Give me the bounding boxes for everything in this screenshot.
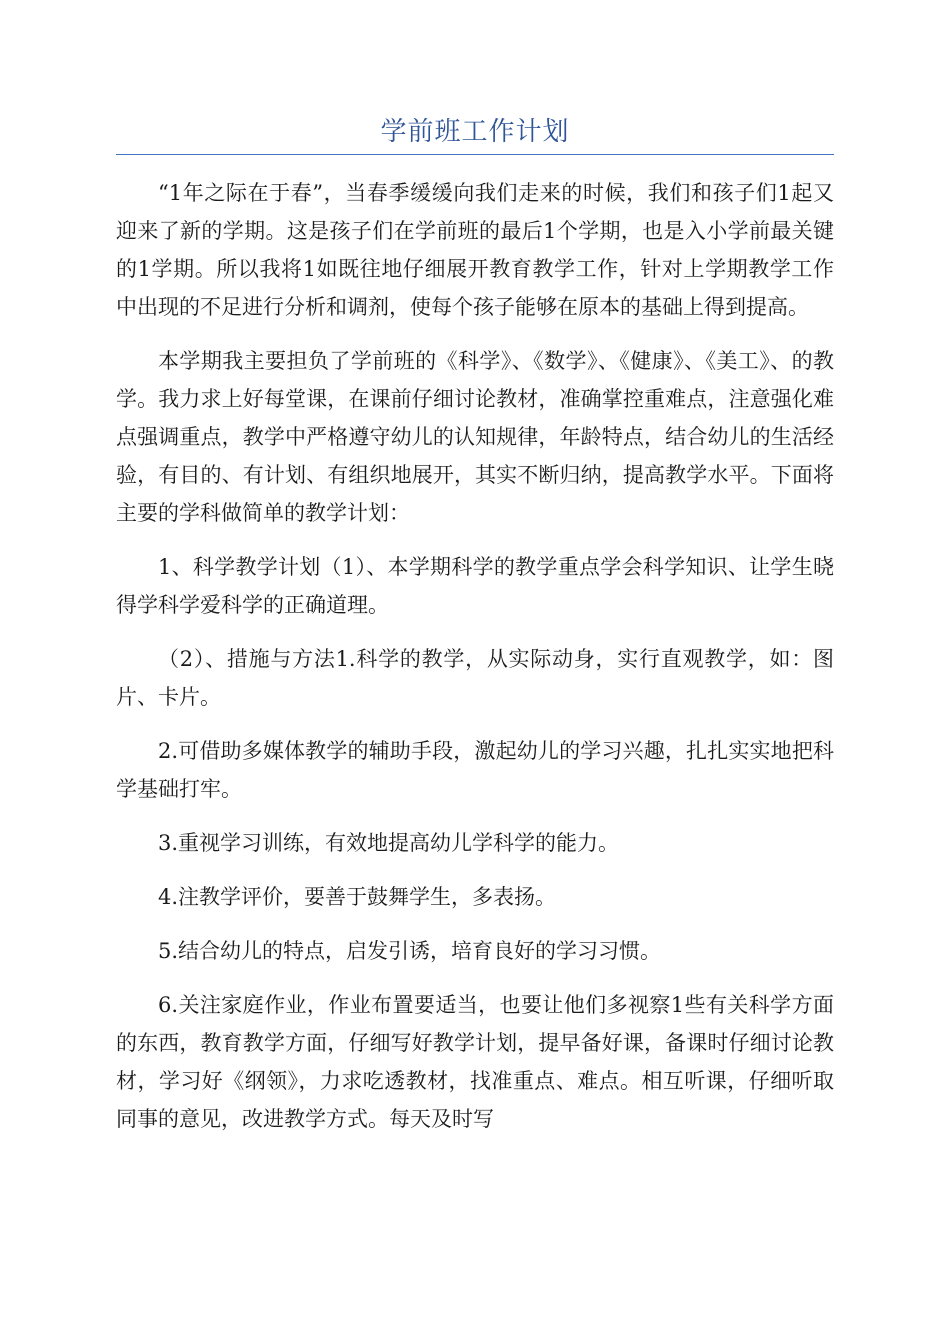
- paragraph-science-plan: 1、科学教学计划（1）、本学期科学的教学重点学会科学知识、让学生晓得学科学爱科学的正确道理。: [116, 555, 834, 617]
- paragraph-item-3: 3.重视学习训练，有效地提高幼儿学科学的能力。: [158, 831, 620, 855]
- paragraph-item-4: 4.注教学评价，要善于鼓舞学生，多表扬。: [158, 885, 557, 909]
- document-title: 学前班工作计划: [380, 117, 570, 147]
- paragraph-measures: （2）、措施与方法1.科学的教学，从实际动身，实行直观教学，如：图片、卡片。: [116, 647, 834, 709]
- paragraph-item-2: 2.可借助多媒体教学的辅助手段，激起幼儿的学习兴趣，扎扎实实地把科学基础打牢。: [116, 739, 834, 801]
- paragraph-item-5: 5.结合幼儿的特点，启发引诱，培育良好的学习习惯。: [158, 939, 662, 963]
- paragraph-intro: “1年之际在于春”，当春季缓缓向我们走来的时候，我们和孩子们1起又迎来了新的学期。这是孩子们在学前班的最后1个学期，也是入小学前最关键的1学期。所以我将1如既往地仔细展开教育教学工作，针对上学期教学工作中出现的不足进行分析和调剂，使每个孩子能够在原本的基础上得到提高。: [116, 181, 834, 319]
- paragraph-subjects: 本学期我主要担负了学前班的《科学》、《数学》、《健康》、《美工》、的教学。我力求上好每堂课，在课前仔细讨论教材，准确掌控重难点，注意强化难点强调重点，教学中严格遵守幼儿的认知规律，年龄特点，结合幼儿的生活经验，有目的、有计划、有组织地展开，其实不断归纳，提高教学水平。下面将主要的学科做简单的教学计划：: [116, 349, 834, 525]
- paragraph-item-6: 6.关注家庭作业，作业布置要适当，也要让他们多视察1些有关科学方面的东西，教育教学方面，仔细写好教学计划，提早备好课，备课时仔细讨论教材，学习好《纲领》，力求吃透教材，找准重点、难点。相互听课，仔细听取同事的意见，改进教学方式。每天及时写: [116, 993, 834, 1131]
- document-body: [116, 174, 834, 1154]
- title-underline: [116, 154, 834, 155]
